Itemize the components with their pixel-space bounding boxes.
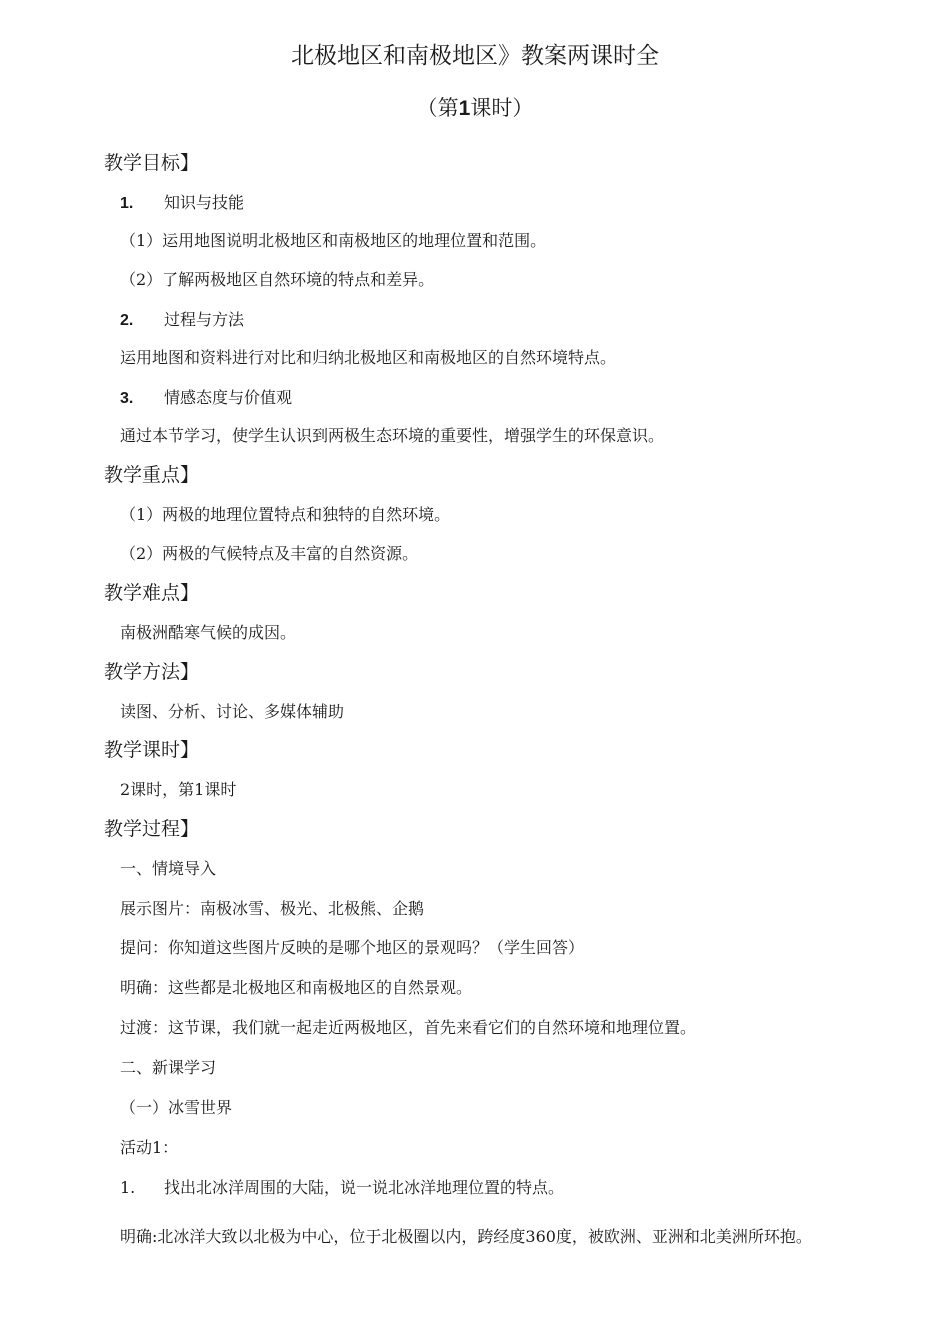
keypoint-1: （1）两极的地理位置特点和独特的自然环境。 xyxy=(120,505,451,524)
section-heading-difficulty: 教学难点】 xyxy=(104,582,200,604)
process-line-transition: 过渡：这节课，我们就一起走近两极地区，首先来看它们的自然环境和地理位置。 xyxy=(120,1018,697,1037)
list-title: 过程与方法 xyxy=(164,310,245,329)
process-line-images: 展示图片：南极冰雪、极光、北极熊、企鹅 xyxy=(120,899,425,918)
hours-text: 2课时，第1课时 xyxy=(120,780,237,799)
list-number: 1. xyxy=(120,195,134,212)
lesson-subtitle xyxy=(0,94,950,123)
subtitle-close: 课时） xyxy=(470,96,534,120)
objective-process-point: 运用地图和资料进行对比和归纳北极地区和南极地区的自然环境特点。 xyxy=(120,348,617,367)
section-heading-methods: 教学方法】 xyxy=(104,661,200,683)
objective-knowledge-point-2: （2）了解两极地区自然环境的特点和差异。 xyxy=(120,270,435,289)
list-number: 3. xyxy=(120,390,134,407)
objective-process xyxy=(120,310,244,331)
list-title: 知识与技能 xyxy=(164,193,245,212)
subtitle-open: （第 xyxy=(416,96,459,120)
difficulty-text: 南极洲酷寒气候的成因。 xyxy=(120,623,297,642)
list-title: 情感态度与价值观 xyxy=(164,388,293,407)
list-number: 2. xyxy=(120,312,134,329)
process-activity-answer: 明确:北冰洋大致以北极为中心，位于北极圈以内，跨经度360度，被欧洲、亚洲和北美洲所环抱。 xyxy=(120,1227,812,1246)
process-line-question: 提问：你知道这些图片反映的是哪个地区的景观吗？（学生回答） xyxy=(120,938,585,957)
document-title: 北极地区和南极地区》教案两课时全 xyxy=(291,43,659,69)
process-line-new-lesson: 二、新课学习 xyxy=(120,1058,217,1077)
subtitle-number: 1 xyxy=(458,97,471,120)
section-heading-process: 教学过程】 xyxy=(104,818,200,840)
section-heading-objectives: 教学目标】 xyxy=(104,152,200,174)
objective-knowledge-point-1: （1）运用地图说明北极地区和南极地区的地理位置和范围。 xyxy=(120,231,547,250)
process-activity-question xyxy=(120,1178,564,1198)
process-line-intro: 一、情境导入 xyxy=(120,859,217,878)
keypoint-2: （2）两极的气候特点及丰富的自然资源。 xyxy=(120,544,419,563)
objective-emotion-point: 通过本节学习，使学生认识到两极生态环境的重要性，增强学生的环保意识。 xyxy=(120,426,665,445)
objective-knowledge xyxy=(120,193,244,214)
process-line-clarify: 明确：这些都是北极地区和南极地区的自然景观。 xyxy=(120,978,473,997)
list-number: 1. xyxy=(120,1178,136,1197)
process-line-activity: 活动1： xyxy=(120,1138,179,1157)
section-heading-hours: 教学课时】 xyxy=(104,739,200,761)
objective-emotion xyxy=(120,388,292,409)
section-heading-keypoints: 教学重点】 xyxy=(104,464,200,486)
process-line-ice-world: （一）冰雪世界 xyxy=(120,1098,233,1117)
question-text: 找出北冰洋周围的大陆，说一说北冰洋地理位置的特点。 xyxy=(164,1178,565,1197)
methods-text: 读图、分析、讨论、多媒体辅助 xyxy=(120,702,345,721)
